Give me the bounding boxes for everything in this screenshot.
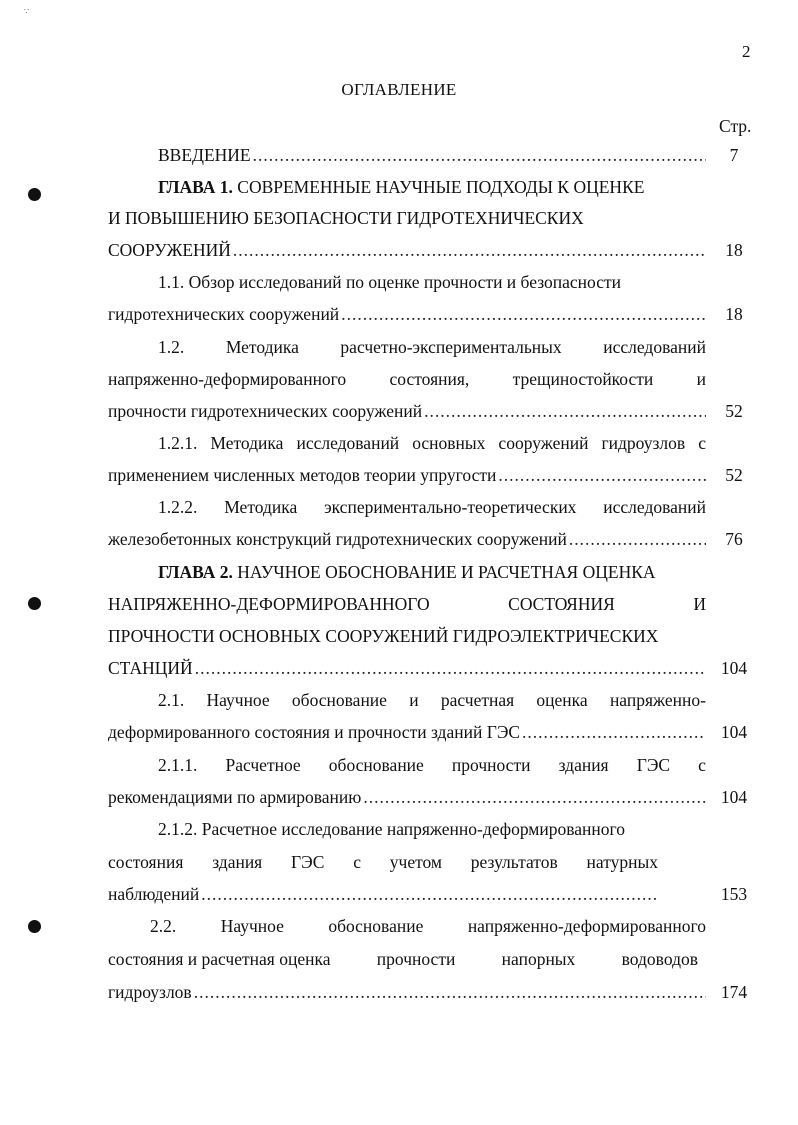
toc-chapter-2-line-2: НАПРЯЖЕННО-ДЕФОРМИРОВАННОГО СОСТОЯНИЯ И bbox=[108, 594, 706, 614]
page-title: ОГЛАВЛЕНИЕ bbox=[341, 80, 457, 99]
toc-section-1-2-2-line-1: 1.2.2. Методика экспериментально-теоретических исследований bbox=[158, 497, 706, 517]
toc-section-2-1-2-line-1: 2.1.2. Расчетное исследование напряженно-деформированного bbox=[158, 819, 626, 839]
toc-entry-text: ВВЕДЕНИЕ bbox=[158, 145, 251, 165]
toc-page-number: 18 bbox=[725, 304, 743, 324]
toc-section-2-1-1-line-1: 2.1.1. Расчетное обоснование прочности здания ГЭС с bbox=[158, 755, 706, 775]
toc-section-2-1-1-line-2: рекомендациями по армированию ..... bbox=[108, 786, 706, 808]
dot-leader bbox=[233, 239, 706, 261]
margin-bullet bbox=[28, 188, 41, 201]
dot-leader bbox=[341, 303, 706, 325]
toc-page-number: 104 bbox=[720, 787, 748, 807]
toc-page-number: 153 bbox=[720, 884, 748, 904]
toc-chapter-1-line-3: СООРУЖЕНИЙ ..... bbox=[108, 239, 706, 261]
page-column-label: Стр. bbox=[719, 116, 752, 136]
toc-chapter-2-line-4: СТАНЦИЙ ..... bbox=[108, 657, 706, 679]
toc-section-1-2-1-line-2: применением численных методов теории упругости ..... bbox=[108, 464, 706, 486]
chapter-label: ГЛАВА 2. bbox=[158, 562, 233, 582]
toc-section-2-2-line-2: состояния и расчетная оценка прочности напорных водоводов bbox=[108, 949, 698, 969]
dot-leader bbox=[569, 528, 706, 550]
toc-page-number: 104 bbox=[720, 722, 748, 742]
toc-section-1-1-line-2: гидротехнических сооружений ..... bbox=[108, 303, 706, 325]
toc-chapter-2-line-1 bbox=[158, 561, 706, 583]
toc-page-number: 18 bbox=[725, 240, 743, 260]
toc-section-2-1-2-line-3: наблюдений ..... bbox=[108, 883, 658, 905]
dot-leader bbox=[253, 144, 706, 166]
dot-leader bbox=[498, 464, 706, 486]
toc-entry-introduction bbox=[158, 144, 706, 166]
chapter-title: СОВРЕМЕННЫЕ НАУЧНЫЕ ПОДХОДЫ К ОЦЕНКЕ bbox=[237, 177, 645, 197]
toc-page-number: 52 bbox=[725, 401, 743, 421]
dot-leader bbox=[195, 657, 706, 679]
toc-page-number: 7 bbox=[729, 145, 739, 165]
toc-chapter-1-line-1 bbox=[158, 176, 706, 198]
chapter-title: НАУЧНОЕ ОБОСНОВАНИЕ И РАСЧЕТНАЯ ОЦЕНКА bbox=[237, 562, 656, 582]
margin-bullet bbox=[28, 920, 41, 933]
dot-leader bbox=[201, 883, 658, 905]
toc-section-1-1-line-1: 1.1. Обзор исследований по оценке прочности и безопасности bbox=[158, 272, 621, 292]
toc-page-number: 174 bbox=[720, 982, 748, 1002]
page-number: 2 bbox=[742, 42, 751, 61]
toc-section-1-2-1-line-1: 1.2.1. Методика исследований основных сооружений гидроузлов с bbox=[158, 433, 706, 453]
chapter-label: ГЛАВА 1. bbox=[158, 177, 233, 197]
dot-leader bbox=[363, 786, 706, 808]
toc-section-2-1-2-line-2: состояния здания ГЭС с учетом результатов натурных bbox=[108, 852, 658, 872]
toc-page-number: 104 bbox=[720, 658, 748, 678]
dot-leader bbox=[522, 721, 706, 743]
toc-page-number: 76 bbox=[725, 529, 743, 549]
toc-section-2-2-line-1: 2.2. Научное обоснование напряженно-деформированного bbox=[150, 916, 706, 936]
toc-section-1-2-line-3: прочности гидротехнических сооружений ..... bbox=[108, 400, 706, 422]
toc-section-2-1-line-2: деформированного состояния и прочности зданий ГЭС ..... bbox=[108, 721, 706, 743]
margin-bullet bbox=[28, 597, 41, 610]
dot-leader bbox=[194, 981, 706, 1003]
toc-chapter-2-line-3: ПРОЧНОСТИ ОСНОВНЫХ СООРУЖЕНИЙ ГИДРОЭЛЕКТРИЧЕСКИХ bbox=[108, 626, 659, 646]
toc-chapter-1-line-2: И ПОВЫШЕНИЮ БЕЗОПАСНОСТИ ГИДРОТЕХНИЧЕСКИХ bbox=[108, 208, 584, 228]
toc-section-1-2-line-2: напряженно-деформированного состояния, трещиностойкости и bbox=[108, 369, 706, 389]
toc-section-2-1-line-1: 2.1. Научное обоснование и расчетная оценка напряженно- bbox=[158, 690, 706, 710]
corner-mark: ∵ bbox=[24, 7, 30, 16]
toc-page-number: 52 bbox=[725, 465, 743, 485]
toc-section-1-2-2-line-2: железобетонных конструкций гидротехнических сооружений ..... bbox=[108, 528, 706, 550]
dot-leader bbox=[424, 400, 706, 422]
toc-section-1-2-line-1: 1.2. Методика расчетно-экспериментальных исследований bbox=[158, 337, 706, 357]
toc-section-2-2-line-3: гидроузлов ..... bbox=[108, 981, 706, 1003]
